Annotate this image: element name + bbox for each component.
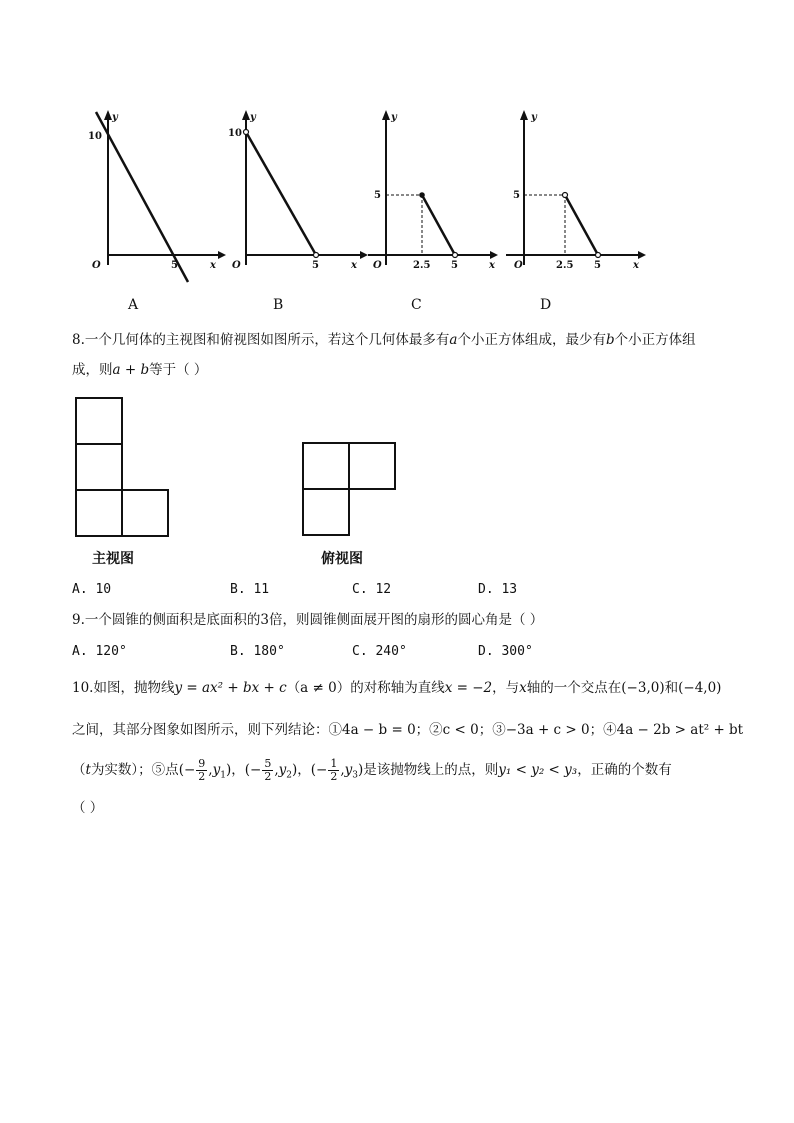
origin-label: O [514,260,523,271]
graph-label-a: A [128,297,139,313]
top-view-figure [301,441,401,541]
tick-x-5: 5 [312,260,319,271]
q9-choice-a[interactable]: A. 120° [72,644,127,659]
q9-choice-d[interactable]: D. 300° [478,644,533,659]
main-view-figure [74,396,174,540]
fraction-2: $\frac{5}{2}$ [264,757,272,783]
q8-choice-a[interactable]: A. 10 [72,582,112,597]
main-view-caption: 主视图 [92,551,134,567]
axis-y-label: y [112,112,118,123]
q9-choice-c[interactable]: C. 240° [352,644,407,659]
axis-y-label: y [250,112,256,123]
tick-x-2-5: 2.5 [556,260,574,271]
origin-label: O [92,260,101,271]
tick-x-2-5: 2.5 [413,260,431,271]
question-10-line-1: 10.如图，抛物线y = ax² + bx + c（a ≠ 0）的对称轴为直线x = −2，与x轴的一个交点在(−3,0)和(−4,0) [72,680,722,696]
fraction-3: $\frac{1}{2}$ [330,757,338,783]
question-8-line-1: 8.一个几何体的主视图和俯视图如图所示，若这个几何体最多有a个小正方体组成，最少有b个小正方体组 [72,332,696,348]
origin-label: O [373,260,382,271]
question-9-text: 9.一个圆锥的侧面积是底面积的3倍，则圆锥侧面展开图的扇形的圆心角是（ ） [72,612,544,628]
graph-option-d [496,100,671,285]
tick-y-10: 10 [228,128,242,139]
tick-y-5: 5 [513,190,520,201]
tick-y-10: 10 [88,131,102,142]
graph-label-b: B [273,297,284,313]
fraction-1: $\frac{9}{2}$ [198,757,206,783]
axis-x-label: x [489,260,495,271]
tick-x-5: 5 [451,260,458,271]
axis-y-label: y [531,112,537,123]
graph-label-d: D [540,297,552,313]
question-10-line-4: （ ） [72,800,104,816]
q9-choice-b[interactable]: B. 180° [230,644,285,659]
q8-choice-c[interactable]: C. 12 [352,582,392,597]
axis-x-label: x [351,260,357,271]
axis-x-label: x [633,260,639,271]
axis-x-label: x [210,260,216,271]
tick-y-5: 5 [374,190,381,201]
origin-label: O [232,260,241,271]
question-10-line-3: （t为实数）；⑤点(− $\frac{9}{2}$ $,y_1$)，(− $\frac{5}{2}$ $,y_2$)，(− $\frac{1}{2}$ $,y_3$)是该抛物线上的点，则y₁ < y₂ < y₃，正确的个数有 [72,757,672,783]
tick-x-5: 5 [171,260,178,271]
tick-x-5: 5 [594,260,601,271]
question-10-line-2: 之间，其部分图象如图所示，则下列结论：①4a − b = 0；②c < 0；③−3a + c > 0；④4a − 2b > at² + bt [72,722,744,738]
top-view-caption: 俯视图 [321,551,363,567]
q8-choice-b[interactable]: B. 11 [230,582,270,597]
q8-choice-d[interactable]: D. 13 [478,582,518,597]
question-8-line-2: 成，则a + b等于（ ） [72,362,208,378]
axis-y-label: y [391,112,397,123]
graph-label-c: C [411,297,422,313]
